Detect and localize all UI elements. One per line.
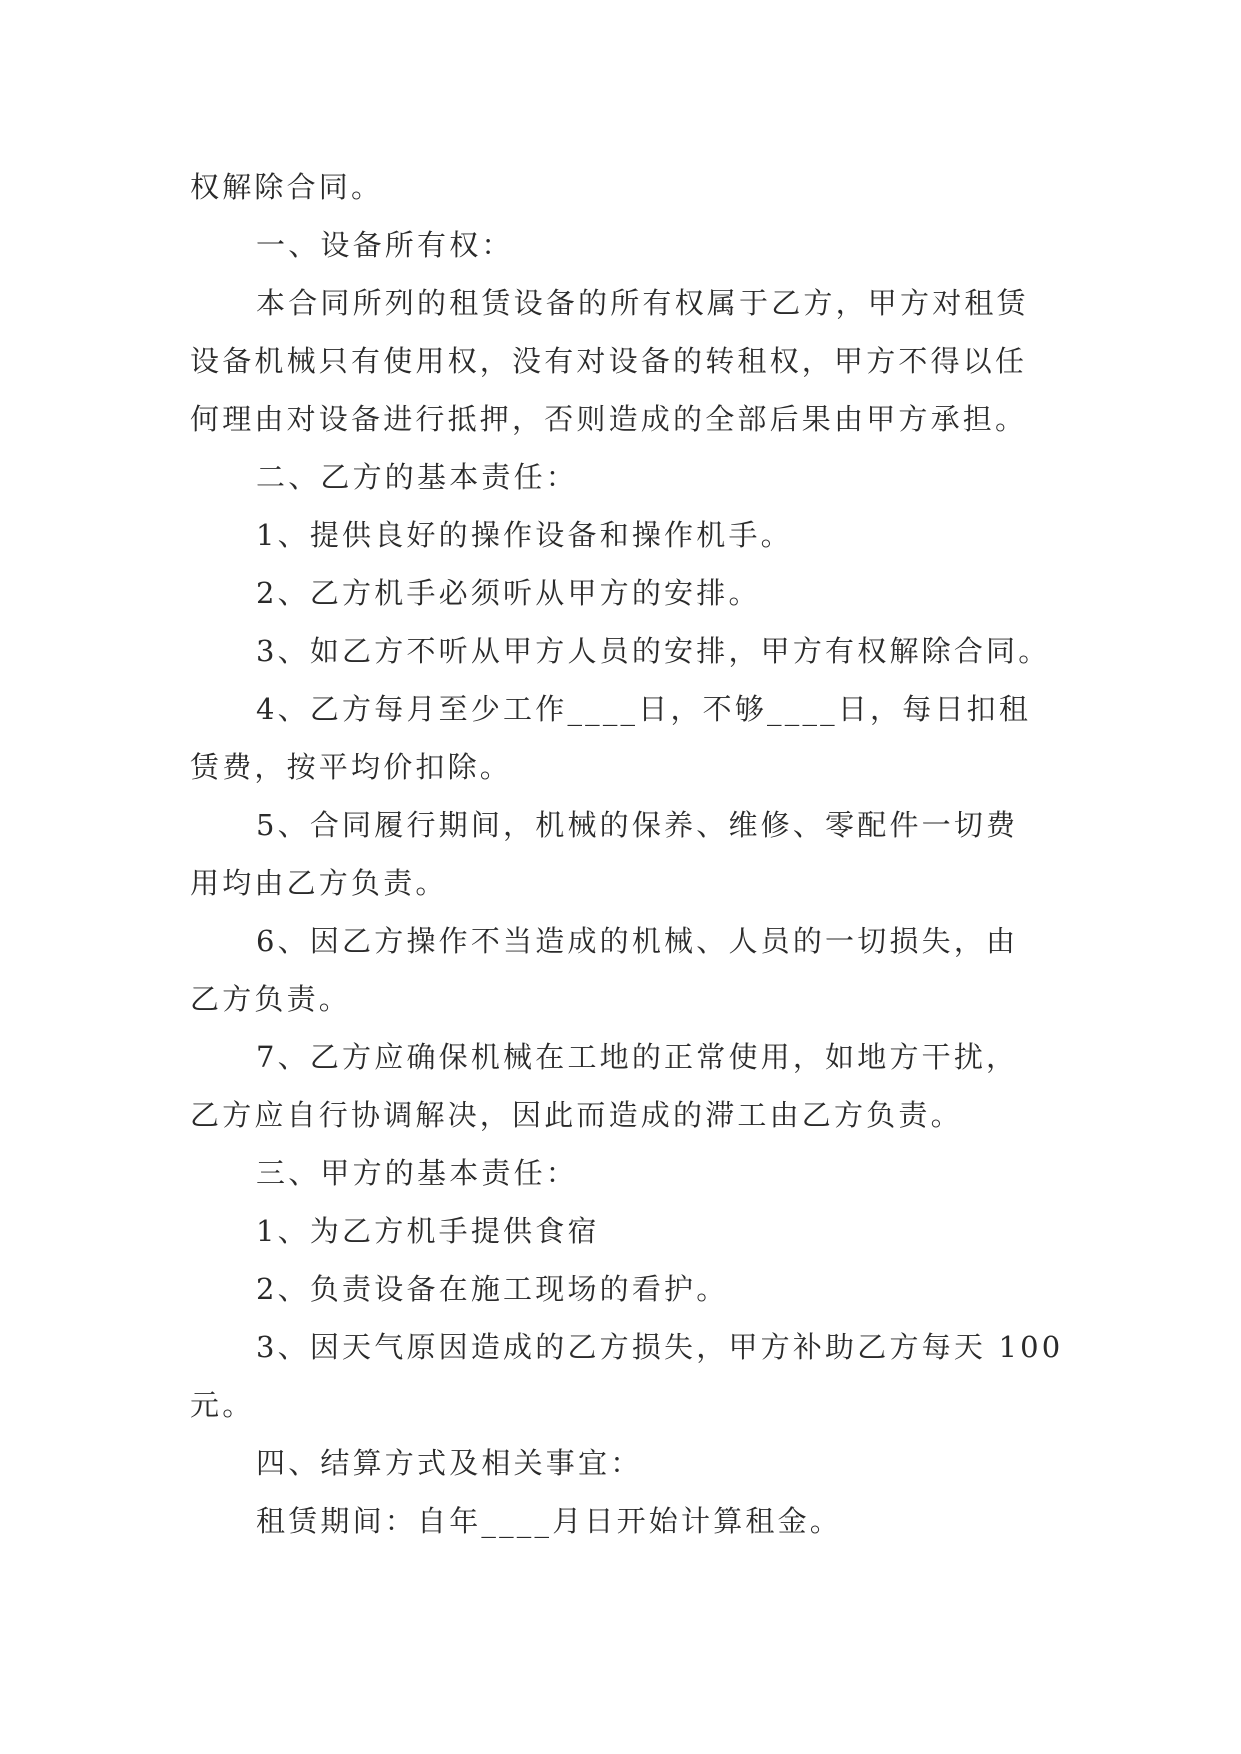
clause-item: 3、因天气原因造成的乙方损失，甲方补助乙方每天 100 — [256, 1330, 1064, 1364]
text-line: 何理由对设备进行抵押，否则造成的全部后果由甲方承担。 — [190, 402, 1028, 436]
text-line: 设备机械只有使用权，没有对设备的转租权，甲方不得以任 — [190, 344, 1028, 378]
text-line: 赁费，按平均价扣除。 — [190, 750, 513, 784]
clause-item: 2、负责设备在施工现场的看护。 — [256, 1272, 729, 1306]
text-line: 权解除合同。 — [190, 170, 384, 204]
section-heading-party-a-responsibilities: 三、甲方的基本责任： — [256, 1156, 579, 1190]
text-line: 乙方负责。 — [190, 982, 352, 1016]
text-line: 乙方应自行协调解决，因此而造成的滞工由乙方负责。 — [190, 1098, 963, 1132]
section-heading-equipment-ownership: 一、设备所有权： — [256, 228, 514, 262]
text-line: 元。 — [190, 1388, 255, 1422]
clause-item: 7、乙方应确保机械在工地的正常使用，如地方干扰， — [256, 1040, 1019, 1074]
clause-item: 租赁期间：自年____月日开始计算租金。 — [256, 1504, 843, 1538]
clause-item: 1、为乙方机手提供食宿 — [256, 1214, 600, 1248]
section-heading-settlement: 四、结算方式及相关事宜： — [256, 1446, 643, 1480]
text-line: 本合同所列的租赁设备的所有权属于乙方，甲方对租赁 — [256, 286, 1029, 320]
section-heading-party-b-responsibilities: 二、乙方的基本责任： — [256, 460, 579, 494]
clause-item: 1、提供良好的操作设备和操作机手。 — [256, 518, 793, 552]
clause-item: 2、乙方机手必须听从甲方的安排。 — [256, 576, 761, 610]
document-body — [190, 158, 1070, 1550]
clause-item: 5、合同履行期间，机械的保养、维修、零配件一切费 — [256, 808, 1019, 842]
clause-item: 4、乙方每月至少工作____日，不够____日，每日扣租 — [256, 692, 1032, 726]
clause-item: 3、如乙方不听从甲方人员的安排，甲方有权解除合同。 — [256, 634, 1051, 668]
text-line: 用均由乙方负责。 — [190, 866, 448, 900]
clause-item: 6、因乙方操作不当造成的机械、人员的一切损失，由 — [256, 924, 1019, 958]
